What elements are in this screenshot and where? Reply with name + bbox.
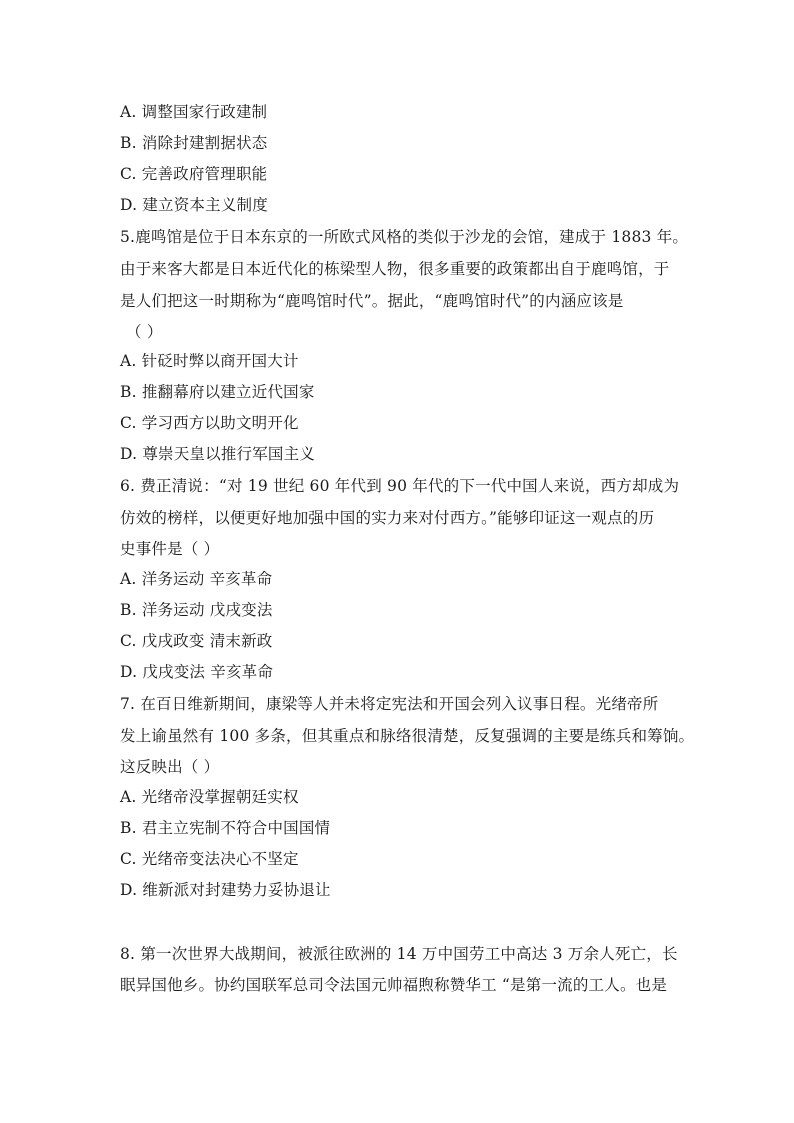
q6-option-c: C. 戊戌政变 清末新政 <box>120 632 273 650</box>
q6-option-d: D. 戊戌变法 辛亥革命 <box>120 663 274 681</box>
q4-option-c: C. 完善政府管理职能 <box>120 165 268 183</box>
q5-stem-line-3: 是人们把这一时期称为“鹿鸣馆时代”。据此，“鹿鸣馆时代”的内涵应该是 <box>120 292 624 310</box>
q4-option-a: A. 调整国家行政建制 <box>120 103 268 121</box>
q5-option-d: D. 尊崇天皇以推行军国主义 <box>120 445 316 463</box>
q6-option-a: A. 洋务运动 辛亥革命 <box>120 570 273 588</box>
q7-option-d: D. 维新派对封建势力妥协退让 <box>120 881 331 899</box>
q7-option-c: C. 光绪帝变法决心不坚定 <box>120 850 299 868</box>
q5-option-c: C. 学习西方以助文明开化 <box>120 414 299 432</box>
q4-option-b: B. 消除封建割据状态 <box>120 134 268 152</box>
q7-stem-line-3: 这反映出（ ） <box>120 758 220 776</box>
q6-stem-line-2: 仿效的榜样，以便更好地加强中国的实力来对付西方。”能够印证这一观点的历 <box>120 509 655 527</box>
q5-stem-line-1: 5.鹿鸣馆是位于日本东京的一所欧式风格的类似于沙龙的会馆，建成于 1883 年。 <box>120 228 689 246</box>
q6-stem-line-1: 6. 费正清说：“对 19 世纪 60 年代到 90 年代的下一代中国人来说，西方却成为 <box>120 477 680 495</box>
q7-stem-line-1: 7. 在百日维新期间，康梁等人并未将定宪法和开国会列入议事日程。光绪帝所 <box>120 695 659 713</box>
q7-option-b: B. 君主立宪制不符合中国国情 <box>120 819 331 837</box>
q7-option-a: A. 光绪帝没掌握朝廷实权 <box>120 788 299 806</box>
q5-option-a: A. 针砭时弊以商开国大计 <box>120 352 299 370</box>
q8-stem-line-1: 8. 第一次世界大战期间，被派往欧洲的 14 万中国劳工中高达 3 万余人死亡，长 <box>120 945 678 963</box>
q4-option-d: D. 建立资本主义制度 <box>120 196 268 214</box>
q8-stem-line-2: 眠异国他乡。协约国联军总司令法国元帅福煦称赞华工 “是第一流的工人。也是 <box>120 976 668 994</box>
q6-option-b: B. 洋务运动 戊戌变法 <box>120 601 273 619</box>
q5-stem-line-2: 由于来客大都是日本近代化的栋梁型人物，很多重要的政策都出自于鹿鸣馆，于 <box>120 260 670 278</box>
q5-answer-blank: （ ） <box>126 323 163 341</box>
q7-stem-line-2: 发上谕虽然有 100 多条，但其重点和脉络很清楚，反复强调的主要是练兵和筹饷。 <box>120 727 695 745</box>
q5-option-b: B. 推翻幕府以建立近代国家 <box>120 383 315 401</box>
q6-stem-line-3: 史事件是（ ） <box>120 540 220 558</box>
